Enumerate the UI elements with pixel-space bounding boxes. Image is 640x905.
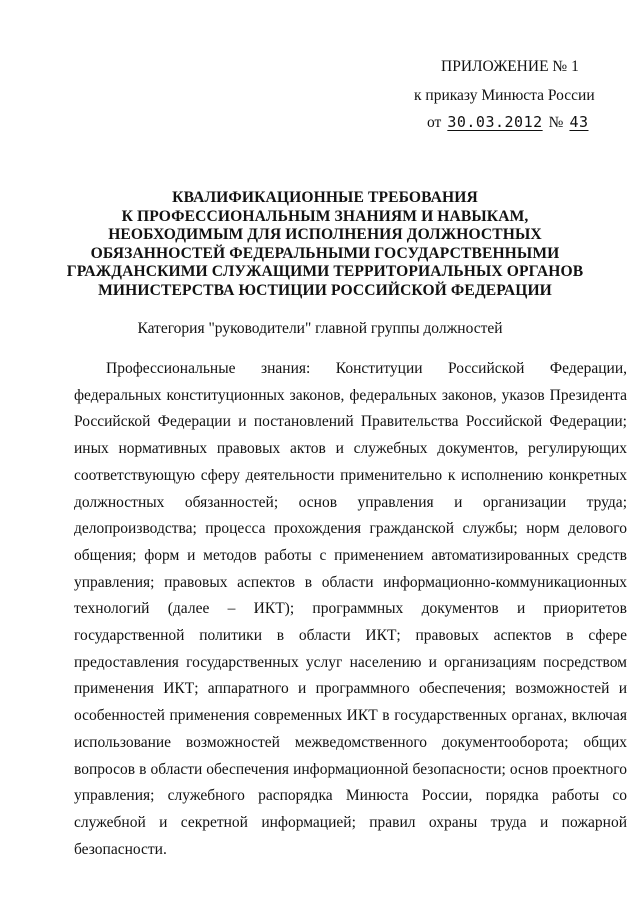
heading-line: МИНИСТЕРСТВА ЮСТИЦИИ РОССИЙСКОЙ ФЕДЕРАЦИИ [98,281,552,299]
heading-line: КВАЛИФИКАЦИОННЫЕ ТРЕБОВАНИЯ [172,189,478,206]
number-prefix: № [548,114,564,131]
date-prefix: от [427,114,442,131]
position-category: Категория "руководители" главной группы должностей [137,320,503,337]
appendix-order-reference: к приказу Минюста России [414,87,595,104]
heading-line: ГРАЖДАНСКИМИ СЛУЖАЩИМИ ТЕРРИТОРИАЛЬНЫХ ОРГАНОВ [66,263,584,280]
heading-line: НЕОБХОДИМЫМ ДЛЯ ИСПОЛНЕНИЯ ДОЛЖНОСТНЫХ [108,226,542,243]
appendix-title: ПРИЛОЖЕНИЕ № 1 [441,58,579,75]
order-number: 43 [569,113,589,131]
heading-line: К ПРОФЕССИОНАЛЬНЫМ ЗНАНИЯМ И НАВЫКАМ, [121,207,529,225]
heading-line: ОБЯЗАННОСТЕЙ ФЕДЕРАЛЬНЫМИ ГОСУДАРСТВЕННЫМИ [90,244,560,262]
document-heading [60,189,590,300]
professional-knowledge-paragraph: Профессиональные знания: Конституции Российской Федерации, федеральных конституционных законов, федеральных законов, указов Президента Российской Федерации и постановлений Правительства Российской Федерации; иных нормативных правовых актов и служебных документов, регулирующих соответствующую сферу деятельности применительно к исполнению конкретных должностных обязанностей; основ управления и организации труда; делопроизводства; процесса прохождения гражданской службы; норм делового общения; форм и методов работы с применением автоматизированных средств управления; правовых аспектов в области информационно-коммуникационных технологий (далее – ИКТ); программных документов и приоритетов государственной политики в области ИКТ; правовых аспектов в сфере предоставления государственных услуг населению и организациям посредством применения ИКТ; аппаратного и программного обеспечения; возможностей и особенностей применения современных ИКТ в государственных органах, включая использование возможностей межведомственного документооборота; общих вопросов в области обеспечения информационной безопасности; основ проектного управления; служебного распорядка Минюста России, порядка работы со служебной и секретной информацией; правил охраны труда и пожарной безопасности. [74,360,627,858]
order-date: 30.03.2012 [447,113,543,131]
appendix-date-row [427,113,603,132]
